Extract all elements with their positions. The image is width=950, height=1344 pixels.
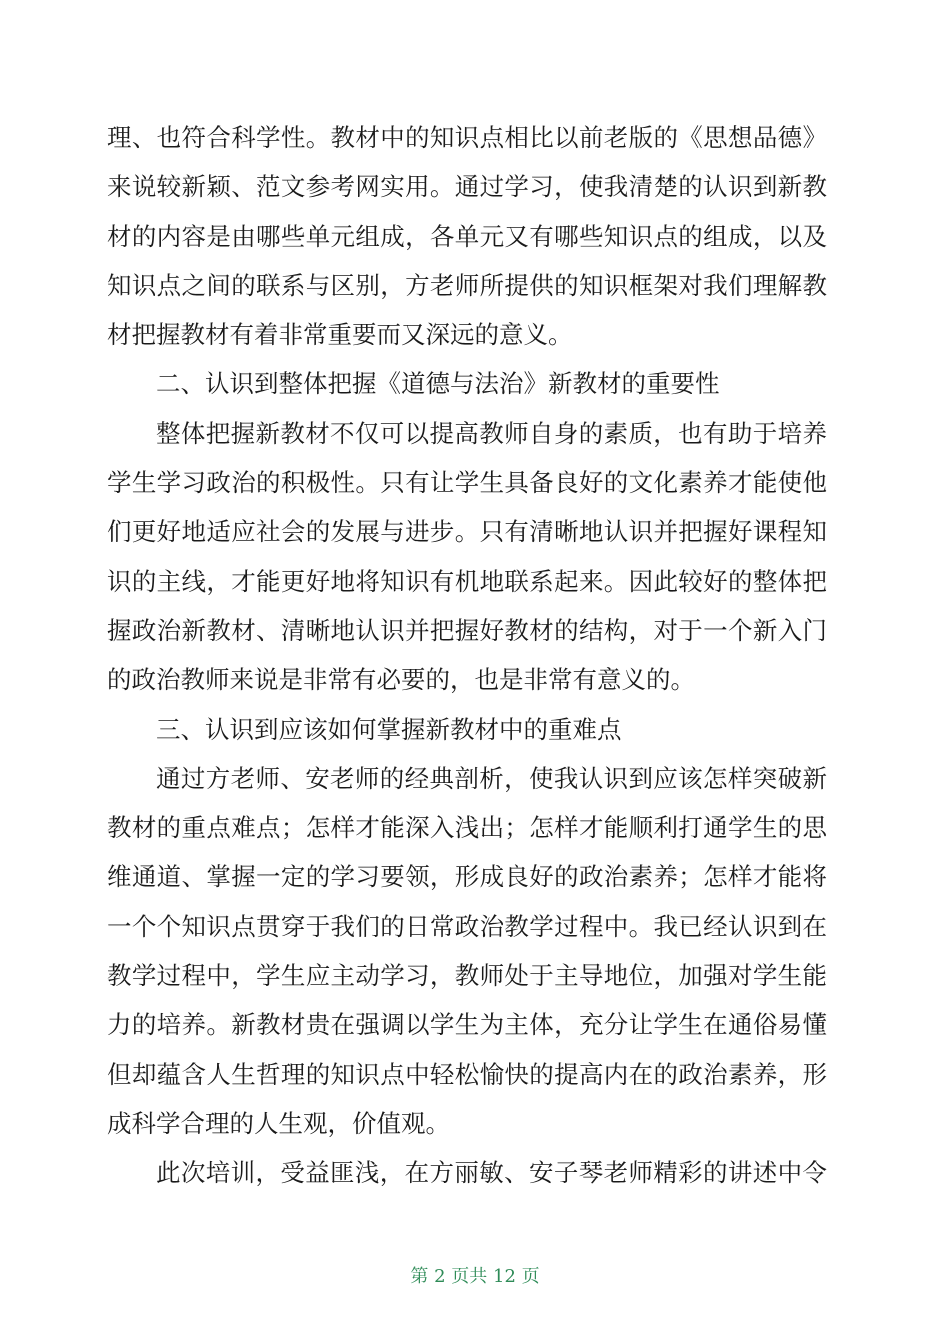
page-number: 第 2 页共 12 页	[410, 1266, 540, 1287]
document-body	[107, 113, 827, 1198]
text-line: 维通道、掌握一定的学习要领，形成良好的政治素养；怎样才能将	[107, 862, 827, 892]
text-line: 力的培养。新教材贵在强调以学生为主体，充分让学生在通俗易懂	[107, 1010, 827, 1040]
text-line: 材的内容是由哪些单元组成，各单元又有哪些知识点的组成，以及	[107, 221, 827, 251]
text-line: 一个个知识点贯穿于我们的日常政治教学过程中。我已经认识到在	[107, 911, 827, 941]
text-line: 学生学习政治的积极性。只有让学生具备良好的文化素养才能使他	[107, 468, 827, 498]
text-line: 通过方老师、安老师的经典剖析，使我认识到应该怎样突破新	[156, 763, 827, 793]
text-line: 识的主线，才能更好地将知识有机地联系起来。因此较好的整体把	[107, 566, 827, 596]
text-line: 整体把握新教材不仅可以提高教师自身的素质，也有助于培养	[156, 418, 827, 448]
section-heading: 二、认识到整体把握《道德与法治》新教材的重要性	[156, 369, 720, 399]
text-line: 教材的重点难点；怎样才能深入浅出；怎样才能顺利打通学生的思	[107, 813, 827, 843]
text-line: 理、也符合科学性。教材中的知识点相比以前老版的《思想品德》	[107, 123, 827, 152]
text-line: 们更好地适应社会的发展与进步。只有清晰地认识并把握好课程知	[107, 517, 827, 547]
text-line: 握政治新教材、清晰地认识并把握好教材的结构，对于一个新入门	[107, 615, 827, 645]
text-line: 知识点之间的联系与区别，方老师所提供的知识框架对我们理解教	[107, 270, 827, 300]
text-line: 的政治教师来说是非常有必要的，也是非常有意义的。	[107, 665, 695, 695]
section-heading: 三、认识到应该如何掌握新教材中的重难点	[156, 714, 622, 744]
text-line: 材把握教材有着非常重要而又深远的意义。	[107, 320, 573, 350]
text-line: 教学过程中，学生应主动学习，教师处于主导地位，加强对学生能	[107, 961, 827, 991]
text-line: 但却蕴含人生哲理的知识点中轻松愉快的提高内在的政治素养，形	[107, 1059, 827, 1089]
text-line: 来说较新颖、范文参考网实用。通过学习，使我清楚的认识到新教	[107, 172, 827, 202]
text-line: 成科学合理的人生观，价值观。	[107, 1108, 450, 1138]
text-line: 此次培训，受益匪浅，在方丽敏、安子琴老师精彩的讲述中令	[156, 1158, 827, 1188]
